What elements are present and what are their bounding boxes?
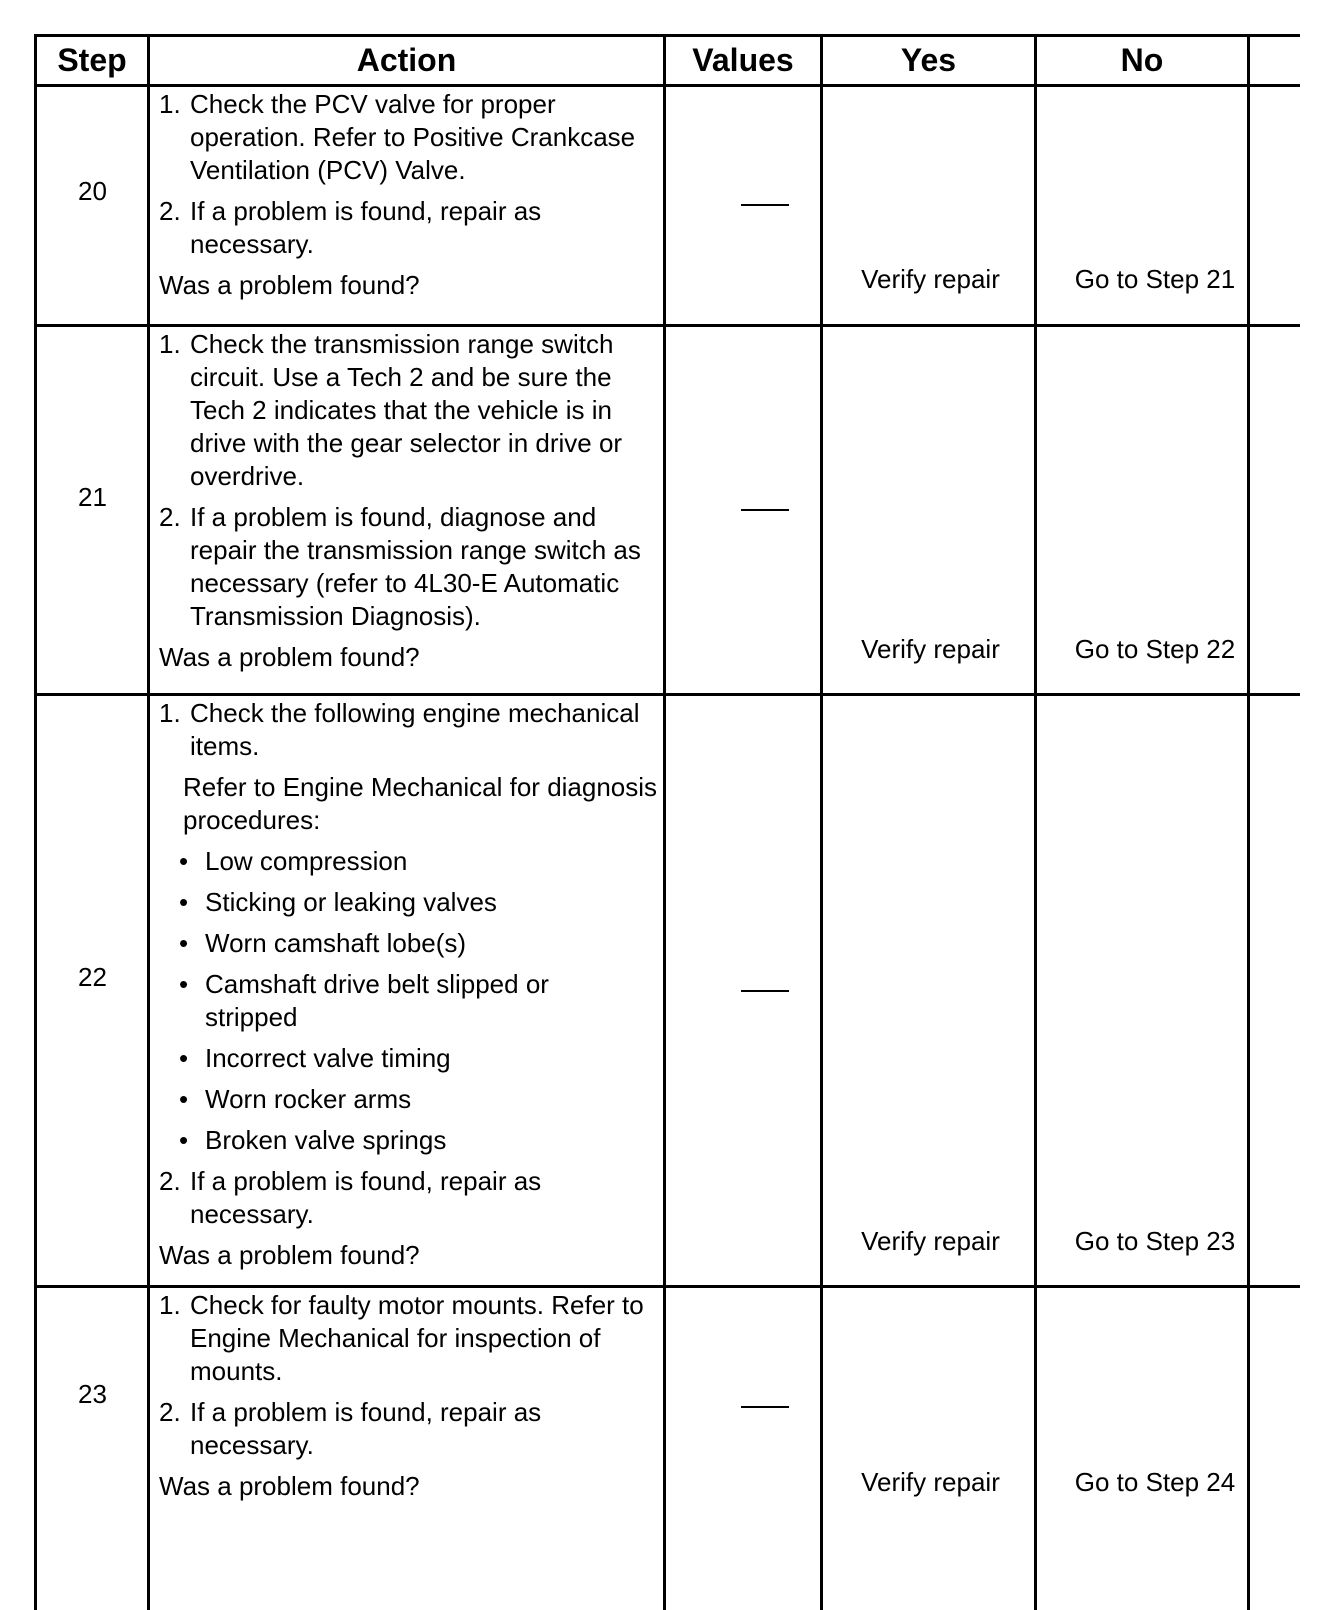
bullet-icon: • [179, 846, 189, 876]
step-number: 23 [78, 1379, 107, 1409]
action-text: If a problem is found, repair as necessary. [190, 1166, 542, 1229]
bullet-item [159, 845, 659, 878]
bullet-item [159, 1042, 659, 1075]
action-step-1 [159, 697, 659, 763]
action-cell [159, 1289, 659, 1503]
column-divider [663, 34, 666, 1610]
yes-result: Verify repair [861, 264, 1000, 294]
row-divider [34, 324, 1300, 327]
action-step-2 [159, 1396, 659, 1462]
step-number: 20 [78, 176, 107, 206]
action-step-2 [159, 195, 659, 261]
values-dash [741, 204, 789, 206]
header-yes: Yes [900, 42, 957, 78]
list-number: 1. [159, 89, 181, 119]
action-text: If a problem is found, diagnose and repair the transmission range switch as necessary (refer to 4L30-E Automatic Transmission Diagnosis). [190, 502, 641, 631]
action-cell [159, 88, 659, 302]
step-number: 21 [78, 482, 107, 512]
action-step-1 [159, 328, 659, 493]
list-number: 1. [159, 698, 181, 728]
row-divider [34, 1285, 1300, 1288]
action-step-1 [159, 88, 659, 187]
diagnostic-table [34, 34, 1300, 1610]
action-cell [159, 328, 659, 674]
bullet-text: Worn camshaft lobe(s) [205, 928, 467, 958]
action-cell [159, 697, 659, 1272]
action-text: If a problem is found, repair as necessary. [190, 196, 542, 259]
values-dash [741, 509, 789, 511]
bullet-text: Camshaft drive belt slipped or stripped [205, 969, 549, 1032]
list-number: 2. [159, 1166, 181, 1196]
no-result: Go to Step 23 [1074, 1226, 1236, 1256]
row-divider [34, 693, 1300, 696]
bullet-item [159, 886, 659, 919]
action-question: Was a problem found? [159, 1471, 420, 1501]
bullet-text: Incorrect valve timing [205, 1043, 451, 1073]
yes-result: Verify repair [861, 634, 1000, 664]
step-number: 22 [78, 962, 107, 992]
bullet-icon: • [179, 1125, 189, 1155]
list-number: 1. [159, 329, 181, 359]
action-text: If a problem is found, repair as necessary. [190, 1397, 542, 1460]
bullet-icon: • [179, 1084, 189, 1114]
action-text: Check the following engine mechanical items. [190, 698, 640, 761]
bullet-item [159, 1083, 659, 1116]
action-question: Was a problem found? [159, 270, 420, 300]
bullet-text: Broken valve springs [205, 1125, 447, 1155]
action-question: Was a problem found? [159, 1240, 420, 1270]
list-number: 2. [159, 196, 181, 226]
no-result: Go to Step 24 [1074, 1467, 1236, 1497]
action-step-2 [159, 1165, 659, 1231]
row-divider [34, 84, 1300, 87]
values-dash [741, 1406, 789, 1408]
values-dash [741, 990, 789, 992]
header-values: Values [692, 42, 794, 78]
list-number: 1. [159, 1290, 181, 1320]
bullet-icon: • [179, 887, 189, 917]
action-text: Check the transmission range switch circuit. Use a Tech 2 and be sure the Tech 2 indicates that the vehicle is in drive with the gear selector in drive or overdrive. [190, 329, 623, 491]
bullet-icon: • [179, 969, 189, 999]
bullet-item [159, 968, 659, 1034]
list-number: 2. [159, 502, 181, 532]
column-divider [147, 34, 150, 1610]
header-step: Step [57, 42, 127, 78]
header-action: Action [356, 42, 457, 78]
bullet-item [159, 927, 659, 960]
action-step-1 [159, 1289, 659, 1388]
table-border-left [34, 34, 37, 1610]
no-result: Go to Step 22 [1074, 634, 1236, 664]
header-no: No [1120, 42, 1164, 78]
action-text: Check for faulty motor mounts. Refer to Engine Mechanical for inspection of mounts. [190, 1290, 644, 1386]
bullet-item [159, 1124, 659, 1157]
yes-result: Verify repair [861, 1467, 1000, 1497]
list-number: 2. [159, 1397, 181, 1427]
no-result: Go to Step 21 [1074, 264, 1236, 294]
bullet-text: Low compression [205, 846, 408, 876]
action-question: Was a problem found? [159, 642, 420, 672]
bullet-icon: • [179, 928, 189, 958]
action-note: Refer to Engine Mechanical for diagnosis procedures: [183, 772, 658, 835]
bullet-icon: • [179, 1043, 189, 1073]
bullet-text: Worn rocker arms [205, 1084, 412, 1114]
bullet-text: Sticking or leaking valves [205, 887, 497, 917]
yes-result: Verify repair [861, 1226, 1000, 1256]
action-text: Check the PCV valve for proper operation. Refer to Positive Crankcase Ventilation (PCV) Valve. [190, 89, 636, 185]
action-step-2 [159, 501, 659, 633]
